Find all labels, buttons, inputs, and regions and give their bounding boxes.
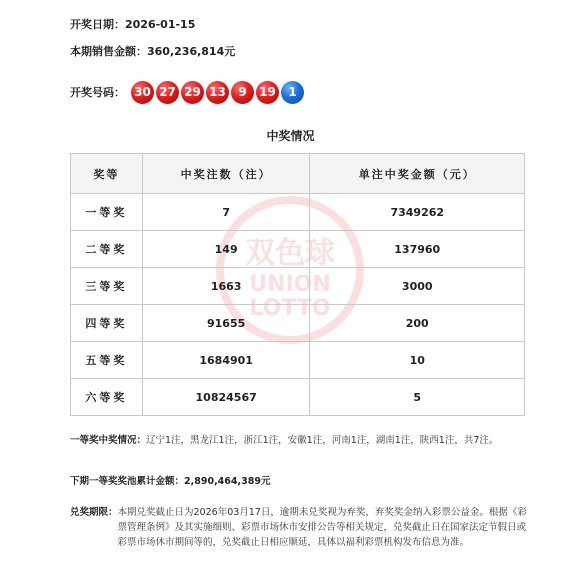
jackpot-label: 下期一等奖奖池累计金额： [70,476,185,487]
table-row [71,231,525,268]
claim-deadline-label: 兑奖期限： [70,507,118,518]
header-count: 中奖注数（注） [142,154,310,194]
winner-count: 7 [142,194,310,231]
table-row [71,342,525,379]
prize-level: 六等奖 [71,379,143,416]
prize-level: 一等奖 [71,194,143,231]
sales-label: 本期销售金额： [70,45,147,58]
winner-count: 1663 [142,268,310,305]
header-level: 奖等 [71,154,143,194]
jackpot-note [70,474,270,489]
winner-count: 10824567 [142,379,310,416]
prize-level: 五等奖 [71,342,143,379]
red-ball: 9 [231,81,254,104]
prize-amount: 137960 [310,231,525,268]
first-prize-location-label: 一等奖中奖情况： [70,435,147,446]
header-amount: 单注中奖金额（元） [310,154,525,194]
table-row [71,268,525,305]
prize-amount: 200 [310,305,525,342]
prize-table [70,153,525,416]
svg-text:UNION: UNION [249,272,331,297]
table-row [71,194,525,231]
draw-date-line [70,16,195,32]
red-ball: 19 [256,81,279,104]
red-ball: 27 [156,81,179,104]
red-ball: 29 [181,81,204,104]
first-prize-location-value: 辽宁1注，黑龙江1注，浙江1注，安徽1注，河南1注，湖南1注，陕西1注，共7注。 [146,435,499,446]
prize-amount: 10 [310,342,525,379]
svg-text:双色球: 双色球 [245,236,335,271]
prize-amount: 5 [310,379,525,416]
sales-line [70,43,235,59]
winner-count: 1684901 [142,342,310,379]
first-prize-location-note [70,433,530,448]
winning-numbers-label: 开奖号码： [70,86,125,99]
prize-level: 四等奖 [71,305,143,342]
draw-date-label: 开奖日期： [70,18,125,31]
prize-amount: 7349262 [310,194,525,231]
sales-value: 360,236,814元 [147,45,236,58]
prize-level: 二等奖 [71,231,143,268]
claim-deadline-value: 本期兑奖截止日为2026年03月17日，逾期未兑奖视为弃奖，弃奖奖金纳入彩票公益金。根据《彩票管理条例》及其实施细则、彩票市场休市安排公告等相关规定，兑奖截止日在国家法定节假日或彩票市场休市期间等的，兑奖截止日相应顺延，具体以福利彩票机构发布信息为准。 [117,507,527,548]
section-title: 中奖情况 [266,129,315,143]
table-row [71,305,525,342]
blue-ball: 1 [281,81,304,104]
table-row [71,379,525,416]
table-header-row [71,154,525,194]
prize-amount: 3000 [310,268,525,305]
red-ball: 13 [206,81,229,104]
winning-numbers [70,77,306,107]
jackpot-value: 2,890,464,389元 [184,476,271,487]
prize-level: 三等奖 [71,268,143,305]
red-ball: 30 [131,81,154,104]
winner-count: 91655 [142,305,310,342]
svg-text:LOTTO: LOTTO [249,296,331,321]
claim-deadline-note [70,505,530,550]
draw-date-value: 2026-01-15 [125,18,196,31]
winner-count: 149 [142,231,310,268]
